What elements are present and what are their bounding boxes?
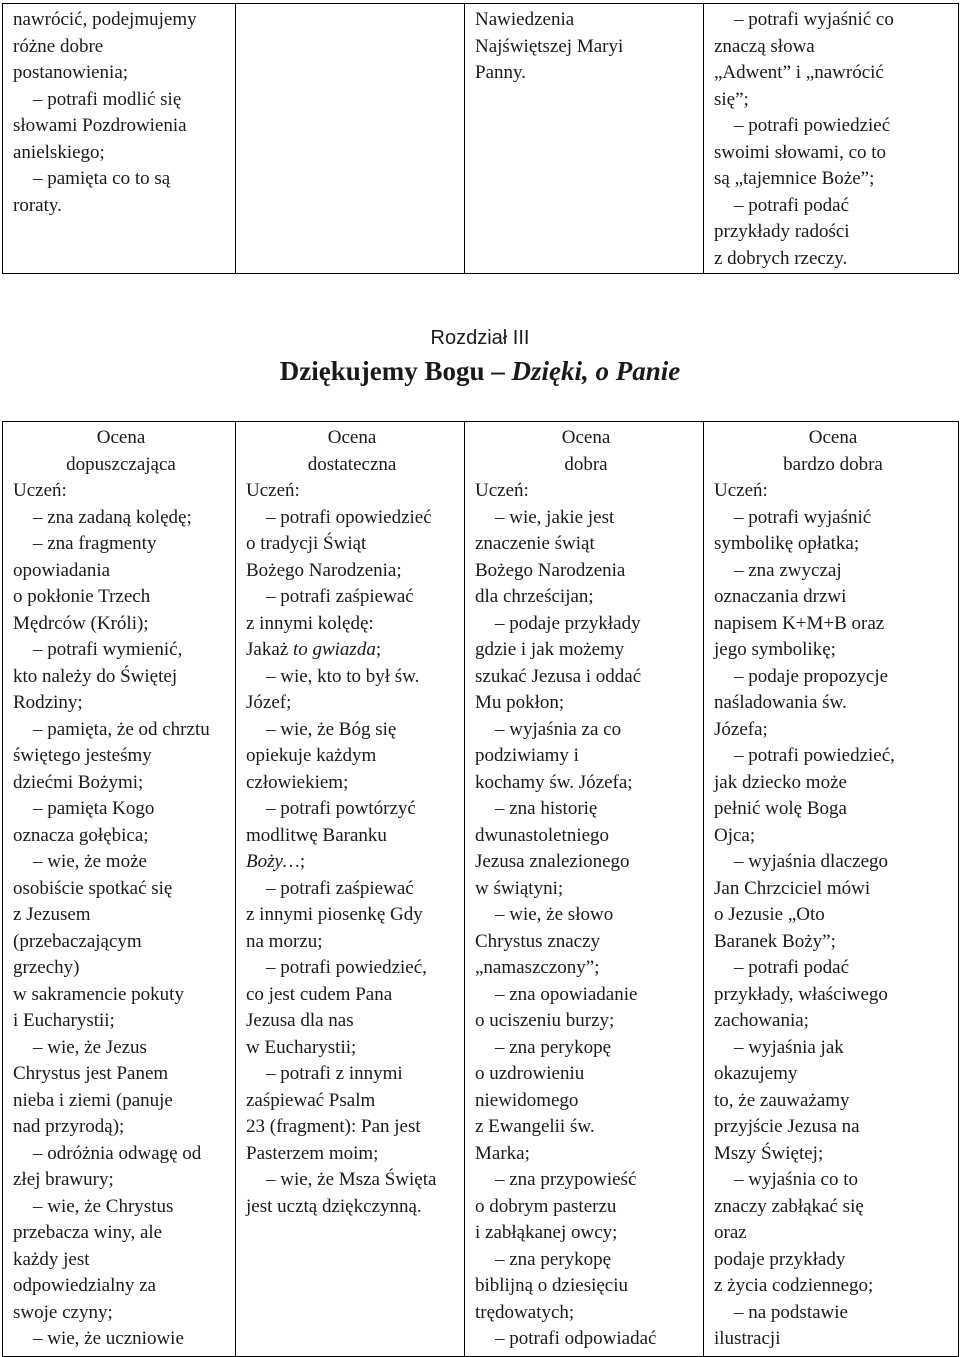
text-line bbox=[246, 7, 458, 34]
text-line: jest ucztą dziękczynną. bbox=[246, 1195, 422, 1217]
text-line: – odróżnia odwagę od bbox=[33, 1142, 202, 1164]
title-dash: – bbox=[491, 356, 505, 386]
text-line: świętego jesteśmy bbox=[13, 745, 152, 766]
text-line: przykłady radości bbox=[714, 221, 850, 242]
text-line: podaje przykłady bbox=[714, 1248, 846, 1270]
text-line: – zna zadaną kolędę; bbox=[33, 506, 192, 528]
text-line: – zna zwyczaj bbox=[734, 559, 842, 581]
text-line: Panny. bbox=[475, 62, 527, 83]
text-line: – potrafi wymienić, bbox=[33, 639, 183, 660]
grade-header-label: Ocena bbox=[561, 427, 611, 448]
text-line: – potrafi powtórzyć bbox=[266, 798, 416, 819]
text-line: oznaczania drzwi bbox=[714, 586, 847, 607]
text-line: oznacza gołębica; bbox=[13, 824, 149, 846]
text-line: w sakramencie pokuty bbox=[13, 983, 184, 1005]
text-line: oraz bbox=[714, 1222, 747, 1243]
text-line: Józef; bbox=[246, 692, 292, 713]
text-line: – podaje przykłady bbox=[495, 612, 641, 634]
text-line: Nawiedzenia bbox=[475, 9, 575, 30]
text-line: jak dziecko może bbox=[714, 771, 847, 793]
text-line: – wyjaśnia jak bbox=[734, 1036, 844, 1058]
text-line: – zna perykopę bbox=[495, 1036, 612, 1058]
text-line: Rodziny; bbox=[13, 692, 83, 713]
text-line: kochamy św. Józefa; bbox=[475, 771, 633, 793]
text-line: swoje czyny; bbox=[13, 1301, 113, 1323]
grade-header-label: Ocena bbox=[327, 427, 377, 448]
text-line: Ojca; bbox=[714, 824, 756, 846]
text-line: – wie, że słowo bbox=[495, 904, 614, 925]
text-line: znaczą słowa bbox=[714, 35, 815, 57]
text-line: Mu pokłon; bbox=[475, 692, 565, 713]
text-line: – pamięta co to są bbox=[33, 168, 171, 189]
top-cell-2 bbox=[236, 4, 465, 274]
text-line: szukać Jezusa i oddać bbox=[475, 665, 642, 687]
text-line: dziećmi Bożymi; bbox=[13, 771, 144, 793]
text-line: o dobrym pasterzu bbox=[475, 1195, 617, 1217]
text-line: Józefa; bbox=[714, 718, 768, 740]
text-line: w świątyni; bbox=[475, 877, 564, 899]
text-line: – zna fragmenty bbox=[33, 533, 157, 554]
text-line: jego symbolikę; bbox=[714, 639, 836, 660]
text-line: w Eucharystii; bbox=[246, 1036, 357, 1058]
text-line: Jezusa znalezionego bbox=[475, 851, 630, 872]
grade-header-label: Ocena bbox=[96, 427, 146, 448]
grade-header-label: Ocena bbox=[808, 427, 858, 448]
text-line: opowiadania bbox=[13, 559, 111, 581]
text-line: – potrafi wyjaśnić co bbox=[734, 9, 894, 30]
text-line: grzechy) bbox=[13, 957, 80, 978]
text-line: – potrafi z innymi bbox=[266, 1063, 403, 1084]
text-line: (przebaczającym bbox=[13, 930, 142, 952]
text-line: nieba i ziemi (panuje bbox=[13, 1089, 173, 1111]
chapter-heading bbox=[0, 325, 960, 389]
text-line: naśladowania św. bbox=[714, 692, 847, 713]
text-line: Uczeń: bbox=[246, 480, 300, 501]
text-line: – potrafi powiedzieć, bbox=[734, 745, 895, 766]
text-line: zachowania; bbox=[714, 1010, 809, 1031]
text-line: ilustracji bbox=[714, 1328, 781, 1349]
text-line: znaczenie świąt bbox=[475, 533, 595, 554]
chapter-title-main: Dziękujemy Bogu bbox=[279, 356, 485, 386]
grade-name: dostateczna bbox=[307, 454, 397, 475]
text-line: Bożego Narodzenia; bbox=[246, 559, 402, 581]
text-line: – wyjaśnia co to bbox=[734, 1169, 859, 1190]
text-line: każdy jest bbox=[13, 1248, 90, 1270]
text-line: z dobrych rzeczy. bbox=[714, 247, 848, 269]
top-cell-3 bbox=[465, 4, 704, 274]
text-line: Mszy Świętej; bbox=[714, 1142, 824, 1164]
text-line: 23 (fragment): Pan jest bbox=[246, 1116, 421, 1137]
text-line: są „tajemnice Boże”; bbox=[714, 168, 875, 189]
text-line: gdzie i jak możemy bbox=[475, 639, 625, 660]
text-line: – podaje propozycje bbox=[734, 665, 889, 687]
grade-column-dostateczna bbox=[236, 422, 465, 1357]
text-line: – wie, że może bbox=[33, 851, 147, 872]
text-line: z Jezusem bbox=[13, 904, 91, 925]
chapter-title-italic: Dzięki, o Panie bbox=[511, 356, 681, 386]
text-line: słowami Pozdrowienia bbox=[13, 115, 187, 136]
text-line: anielskiego; bbox=[13, 141, 105, 163]
text-line: „namaszczony”; bbox=[475, 957, 600, 978]
text-line: odpowiedzialny za bbox=[13, 1275, 156, 1296]
text-line: – na podstawie bbox=[734, 1301, 848, 1323]
grade-name: dobra bbox=[564, 454, 608, 475]
text-line: znaczy zabłąkać się bbox=[714, 1195, 864, 1217]
text-line: z Ewangelii św. bbox=[475, 1116, 595, 1137]
text-line: Jan Chrzciciel mówi bbox=[714, 877, 871, 899]
text-line: opiekuje każdym bbox=[246, 745, 377, 766]
text-line: Boży…; bbox=[246, 851, 306, 872]
text-line: – potrafi powiedzieć bbox=[734, 115, 891, 136]
text-line: zaśpiewać Psalm bbox=[246, 1089, 376, 1111]
text-line: – zna opowiadanie bbox=[495, 983, 638, 1005]
text-line: – wie, jakie jest bbox=[495, 506, 615, 528]
text-line: Jakaż to gwiazda; bbox=[246, 639, 382, 660]
grade-name: dopuszczająca bbox=[66, 454, 176, 475]
text-line: – potrafi podać bbox=[734, 194, 850, 216]
text-line: osobiście spotkać się bbox=[13, 877, 173, 899]
text-line: przykłady, właściwego bbox=[714, 983, 888, 1005]
text-line: – zna perykopę bbox=[495, 1248, 612, 1270]
text-line: napisem K+M+B oraz bbox=[714, 612, 885, 634]
text-line: o Jezusie „Oto bbox=[714, 904, 825, 925]
text-line: człowiekiem; bbox=[246, 771, 349, 793]
text-line: – wie, że uczniowie bbox=[33, 1328, 184, 1349]
top-continuation-table bbox=[2, 3, 959, 274]
text-line: Chrystus znaczy bbox=[475, 930, 601, 952]
text-line: – wyjaśnia dlaczego bbox=[734, 851, 889, 872]
text-line: Marka; bbox=[475, 1142, 530, 1164]
text-line: – potrafi powiedzieć, bbox=[266, 957, 427, 978]
text-line: z życia codziennego; bbox=[714, 1275, 874, 1296]
text-line: z innymi kolędę: bbox=[246, 612, 374, 634]
text-line: to, że zauważamy bbox=[714, 1089, 850, 1111]
text-line: Uczeń: bbox=[475, 480, 529, 501]
text-line: biblijną o dziesięciu bbox=[475, 1275, 629, 1296]
text-line: – potrafi opowiedzieć bbox=[266, 506, 432, 528]
grade-column-dopuszczajaca bbox=[3, 422, 236, 1357]
text-line: – zna historię bbox=[495, 798, 598, 819]
text-line: Jezusa dla nas bbox=[246, 1010, 354, 1031]
text-line: modlitwę Baranku bbox=[246, 824, 387, 846]
text-line: Baranek Boży”; bbox=[714, 930, 836, 952]
text-line: – potrafi zaśpiewać bbox=[266, 586, 414, 607]
text-line: – wie, kto to był św. bbox=[266, 665, 420, 687]
text-line: Najświętszej Maryi bbox=[475, 35, 624, 57]
text-line: o uzdrowieniu bbox=[475, 1063, 585, 1084]
text-line: kto należy do Świętej bbox=[13, 665, 178, 687]
text-line: – wie, że Bóg się bbox=[266, 718, 397, 740]
grade-column-bardzo-dobra bbox=[704, 422, 959, 1357]
text-line: – wie, że Chrystus bbox=[33, 1195, 174, 1217]
top-cell-4 bbox=[704, 4, 959, 274]
text-line: Chrystus jest Panem bbox=[13, 1063, 169, 1084]
grade-requirements-table bbox=[2, 421, 959, 1357]
text-line: przebacza winy, ale bbox=[13, 1222, 163, 1243]
text-line: co jest cudem Pana bbox=[246, 983, 393, 1005]
text-line: – wie, że Jezus bbox=[33, 1036, 147, 1058]
top-cell-1 bbox=[3, 4, 236, 274]
text-line: z innymi piosenkę Gdy bbox=[246, 904, 423, 925]
text-line: – potrafi modlić się bbox=[33, 88, 182, 110]
text-line: – pamięta, że od chrztu bbox=[33, 718, 210, 740]
text-line: trędowatych; bbox=[475, 1301, 575, 1323]
text-line: – potrafi zaśpiewać bbox=[266, 877, 414, 899]
text-line: nad przyrodą); bbox=[13, 1116, 125, 1137]
text-line: podziwiamy i bbox=[475, 745, 579, 766]
text-line: niewidomego bbox=[475, 1089, 579, 1111]
text-line: Pasterzem moim; bbox=[246, 1142, 379, 1164]
chapter-label: Rozdział III bbox=[430, 327, 530, 349]
text-line: – pamięta Kogo bbox=[33, 798, 155, 819]
text-line: nawrócić, podejmujemy bbox=[13, 9, 197, 30]
text-line: okazujemy bbox=[714, 1063, 798, 1084]
text-line: – wyjaśnia za co bbox=[495, 718, 622, 740]
text-line: się”; bbox=[714, 88, 749, 110]
text-line: – zna przypowieść bbox=[495, 1169, 637, 1190]
text-line: – wie, że Msza Święta bbox=[266, 1169, 437, 1190]
text-line: postanowienia; bbox=[13, 62, 129, 83]
grade-column-dobra bbox=[465, 422, 704, 1357]
text-line: dwunastoletniego bbox=[475, 824, 610, 846]
text-line: o tradycji Świąt bbox=[246, 533, 367, 554]
text-line: Uczeń: bbox=[714, 480, 768, 501]
text-line: Mędrców (Króli); bbox=[13, 612, 149, 634]
text-line: na morzu; bbox=[246, 930, 323, 952]
text-line: pełnić wolę Boga bbox=[714, 798, 847, 819]
text-line: roraty. bbox=[13, 194, 62, 216]
text-line: symbolikę opłatka; bbox=[714, 533, 860, 554]
text-line: i zabłąkanej owcy; bbox=[475, 1222, 618, 1243]
text-line: o uciszeniu burzy; bbox=[475, 1010, 615, 1031]
text-line: Uczeń: bbox=[13, 480, 67, 501]
text-line: – potrafi odpowiadać bbox=[495, 1328, 657, 1349]
text-line: Bożego Narodzenia bbox=[475, 559, 626, 581]
text-line: „Adwent” i „nawrócić bbox=[714, 62, 884, 83]
text-line: przyjście Jezusa na bbox=[714, 1116, 860, 1137]
text-line: złej brawury; bbox=[13, 1169, 114, 1190]
text-line: o pokłonie Trzech bbox=[13, 586, 151, 607]
grade-name: bardzo dobra bbox=[783, 454, 883, 475]
text-line: – potrafi wyjaśnić bbox=[734, 506, 872, 528]
text-line: – potrafi podać bbox=[734, 957, 850, 978]
chapter-title bbox=[0, 353, 960, 389]
text-line: swoimi słowami, co to bbox=[714, 141, 887, 163]
text-line: dla chrześcijan; bbox=[475, 586, 594, 607]
text-line: różne dobre bbox=[13, 35, 104, 57]
text-line: i Eucharystii; bbox=[13, 1010, 115, 1031]
